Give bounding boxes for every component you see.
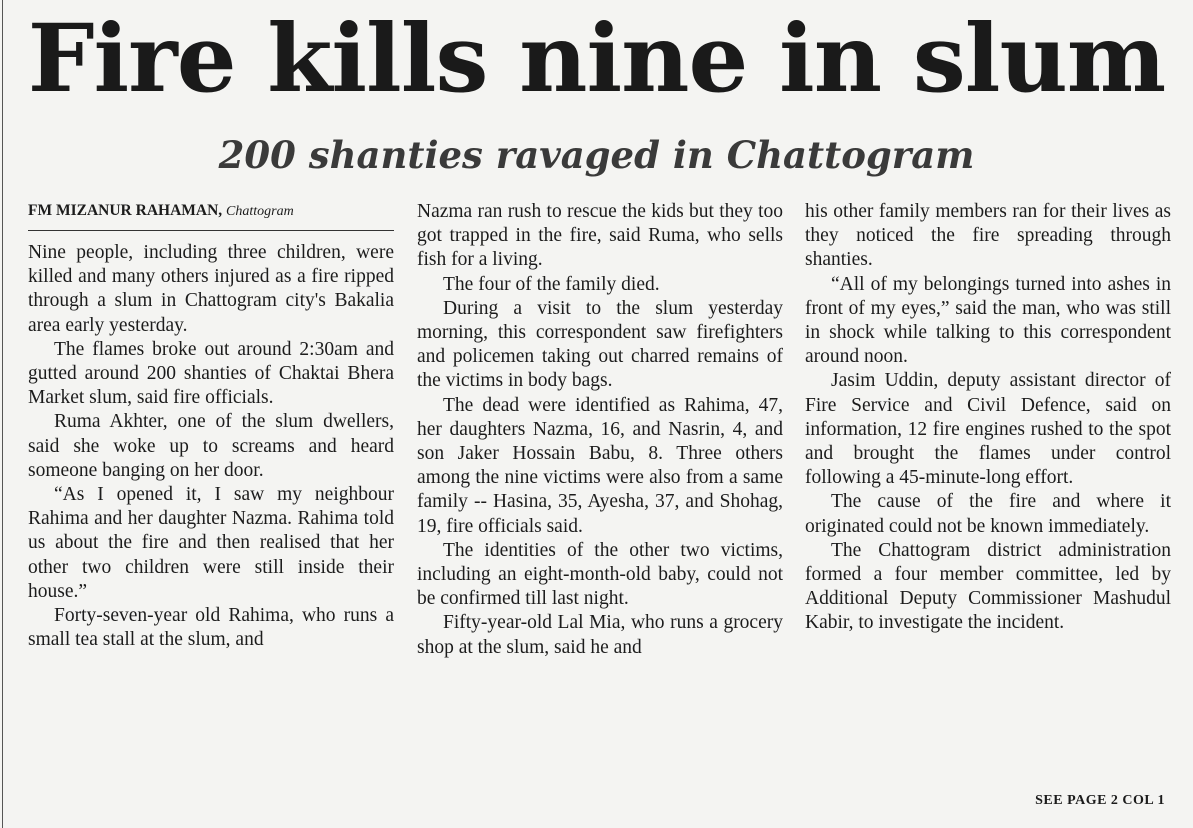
continuation-jump-line: SEE PAGE 2 COL 1 bbox=[1035, 793, 1165, 808]
byline-author: FM MIZANUR RAHAMAN, bbox=[28, 202, 223, 219]
article-column-1 bbox=[28, 200, 394, 652]
byline-location: Chattogram bbox=[226, 204, 294, 219]
paragraph: Fifty-year-old Lal Mia, who runs a grocery shop at the slum, said he and bbox=[417, 612, 783, 658]
paragraph: Nine people, including three children, were killed and many others injured as a fire ripped through a slum in Chattogram city's Bakalia area early yesterday. bbox=[28, 242, 394, 336]
paragraph: The Chattogram district administration formed a four member committee, led by Additional Deputy Commissioner Mashudul Kabir, to investigate the incident. bbox=[805, 539, 1171, 634]
paragraph: The flames broke out around 2:30am and gutted around 200 shanties of Chaktai Bhera Market slum, said fire officials. bbox=[28, 338, 394, 409]
paragraph: Nazma ran rush to rescue the kids but they too got trapped in the fire, said Ruma, who sells fish for a living. bbox=[417, 201, 783, 271]
paragraph: Jasim Uddin, deputy assistant director of Fire Service and Civil Defence, said on information, 12 fire engines rushed to the spot and brought the flames under control following a 45-minute-long effort. bbox=[805, 370, 1171, 489]
paragraph: “All of my belongings turned into ashes in front of my eyes,” said the man, who was still in shock while talking to this correspondent around noon. bbox=[805, 273, 1171, 368]
paragraph: The four of the family died. bbox=[443, 273, 660, 295]
paragraph: The cause of the fire and where it originated could not be known immediately. bbox=[805, 491, 1171, 537]
paragraph: “As I opened it, I saw my neighbour Rahima and her daughter Nazma. Rahima told us about the fire and then realised that her other two children were still inside their house.” bbox=[28, 484, 394, 602]
paragraph: his other family members ran for their lives as they noticed the fire spreading through shanties. bbox=[805, 201, 1171, 271]
article-column-3 bbox=[805, 200, 1171, 636]
paragraph: During a visit to the slum yesterday morning, this correspondent saw firefighters and policemen taking out charred remains of the victims in body bags. bbox=[417, 297, 783, 392]
page-edge-line bbox=[2, 0, 3, 828]
subheadline: 200 shanties ravaged in Chattogram bbox=[218, 133, 975, 177]
article-column-2 bbox=[417, 200, 783, 660]
paragraph: The dead were identified as Rahima, 47, her daughters Nazma, 16, and Nasrin, 4, and son Jaker Hossain Babu, 8. Three others among the nine victims were also from a same family -- Hasina, 35, Ayesha, 37, and Shohag, 19, fire officials said. bbox=[417, 394, 783, 537]
paragraph: Forty-seven-year old Rahima, who runs a small tea stall at the slum, and bbox=[28, 605, 394, 651]
headline: Fire kills nine in slum bbox=[27, 4, 1166, 114]
paragraph: The identities of the other two victims, including an eight-month-old baby, could not be confirmed till last night. bbox=[417, 539, 783, 610]
paragraph: Ruma Akhter, one of the slum dwellers, said she woke up to screams and heard someone banging on her door. bbox=[28, 411, 394, 481]
byline bbox=[28, 200, 394, 231]
